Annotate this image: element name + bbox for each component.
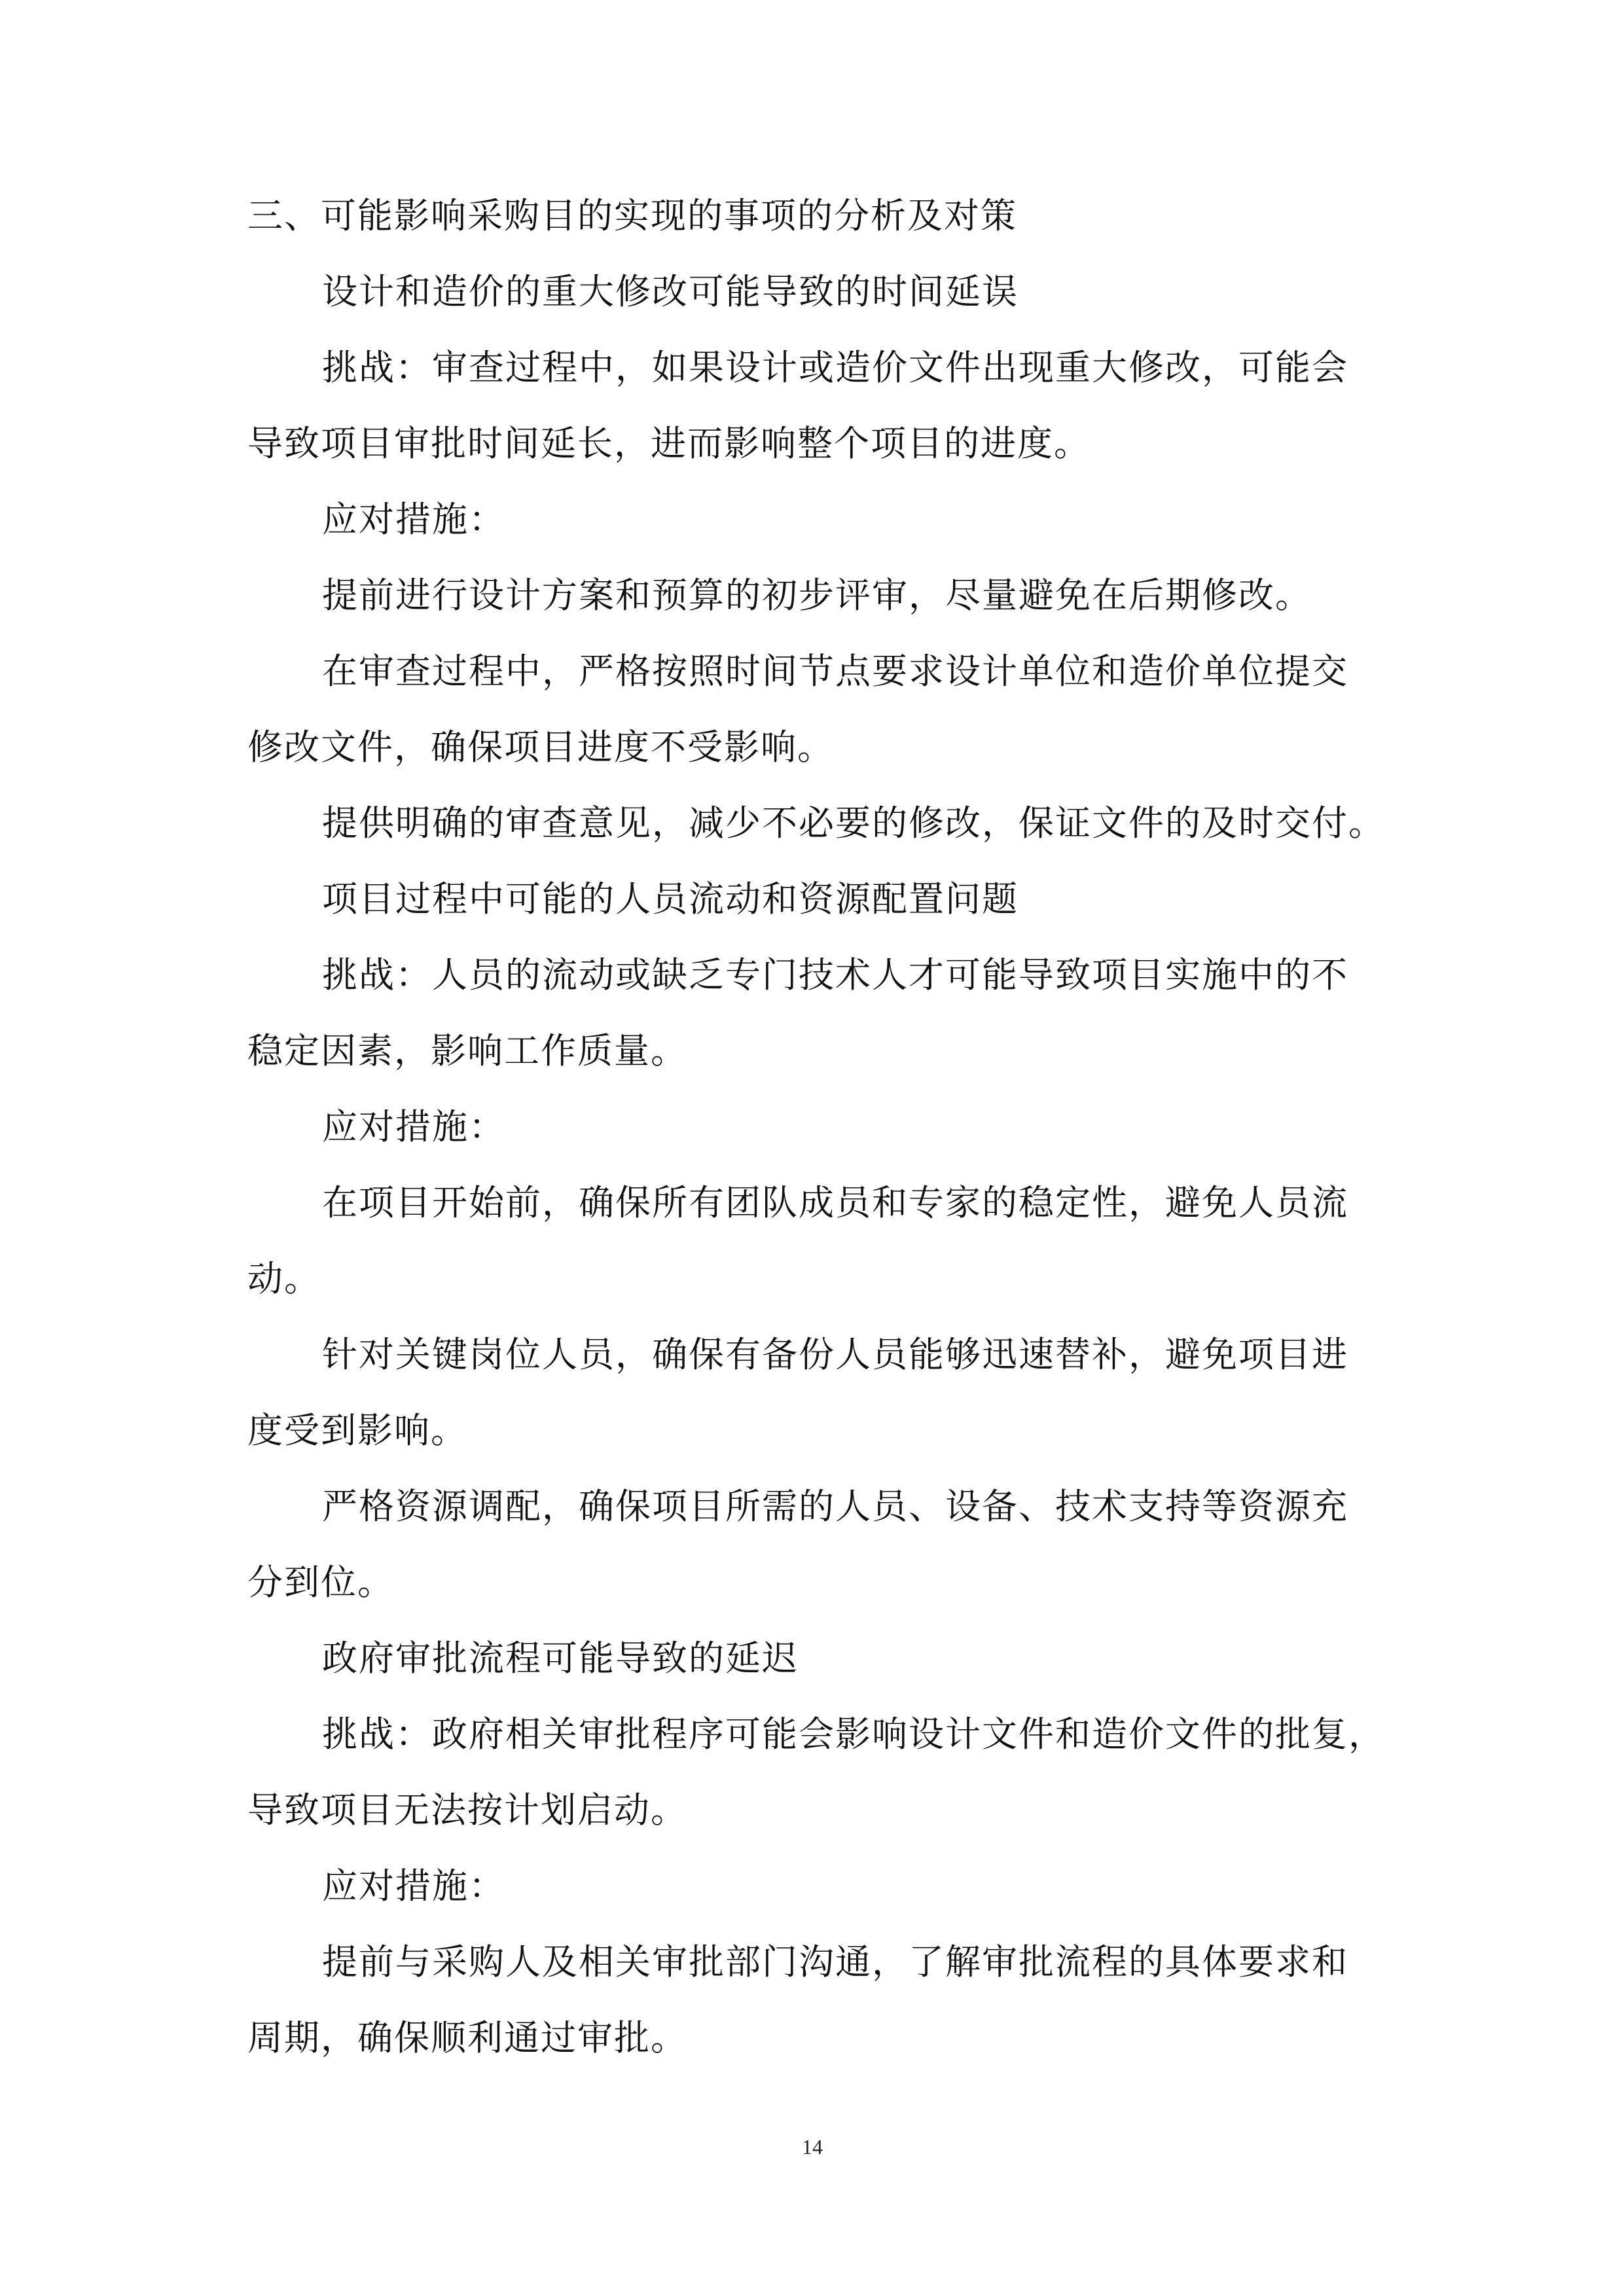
subheading-design-cost-changes: 设计和造价的重大修改可能导致的时间延误 <box>322 271 1019 312</box>
paragraph-line: 在审查过程中，严格按照时间节点要求设计单位和造价单位提交 <box>322 651 1348 692</box>
paragraph-line: 提前与采购人及相关审批部门沟通，了解审批流程的具体要求和 <box>322 1941 1348 1982</box>
paragraph-line: 提供明确的审查意见，减少不必要的修改，保证文件的及时交付。 <box>322 802 1385 844</box>
paragraph-line: 挑战：政府相关审批程序可能会影响设计文件和造价文件的批复， <box>322 1713 1385 1755</box>
page-number: 14 <box>802 2135 823 2159</box>
paragraph-line: 提前进行设计方案和预算的初步评审，尽量避免在后期修改。 <box>322 575 1312 616</box>
measures-label: 应对措施： <box>322 499 505 540</box>
subheading-government-approval: 政府审批流程可能导致的延迟 <box>322 1638 799 1679</box>
paragraph-line: 针对关键岗位人员，确保有备份人员能够迅速替补，避免项目进 <box>322 1334 1348 1375</box>
paragraph-line: 修改文件，确保项目进度不受影响。 <box>247 726 834 768</box>
paragraph-line: 挑战：审查过程中，如果设计或造价文件出现重大修改，可能会 <box>322 347 1348 388</box>
paragraph-line: 在项目开始前，确保所有团队成员和专家的稳定性，避免人员流 <box>322 1182 1348 1223</box>
measures-label: 应对措施： <box>322 1106 505 1147</box>
section-heading: 三、可能影响采购目的实现的事项的分析及对策 <box>247 195 1017 236</box>
paragraph-line: 周期，确保顺利通过审批。 <box>247 2017 687 2058</box>
paragraph-line: 动。 <box>247 1258 321 1299</box>
paragraph-line: 挑战：人员的流动或缺乏专门技术人才可能导致项目实施中的不 <box>322 954 1348 996</box>
paragraph-line: 分到位。 <box>247 1562 394 1603</box>
paragraph-line: 度受到影响。 <box>247 1410 467 1451</box>
subheading-personnel-resources: 项目过程中可能的人员流动和资源配置问题 <box>322 878 1019 920</box>
paragraph-line: 导致项目审批时间延长，进而影响整个项目的进度。 <box>247 423 1091 464</box>
paragraph-line: 稳定因素，影响工作质量。 <box>247 1030 687 1071</box>
paragraph-line: 导致项目无法按计划启动。 <box>247 1789 687 1831</box>
measures-label: 应对措施： <box>322 1865 505 1907</box>
paragraph-line: 严格资源调配，确保项目所需的人员、设备、技术支持等资源充 <box>322 1486 1348 1527</box>
